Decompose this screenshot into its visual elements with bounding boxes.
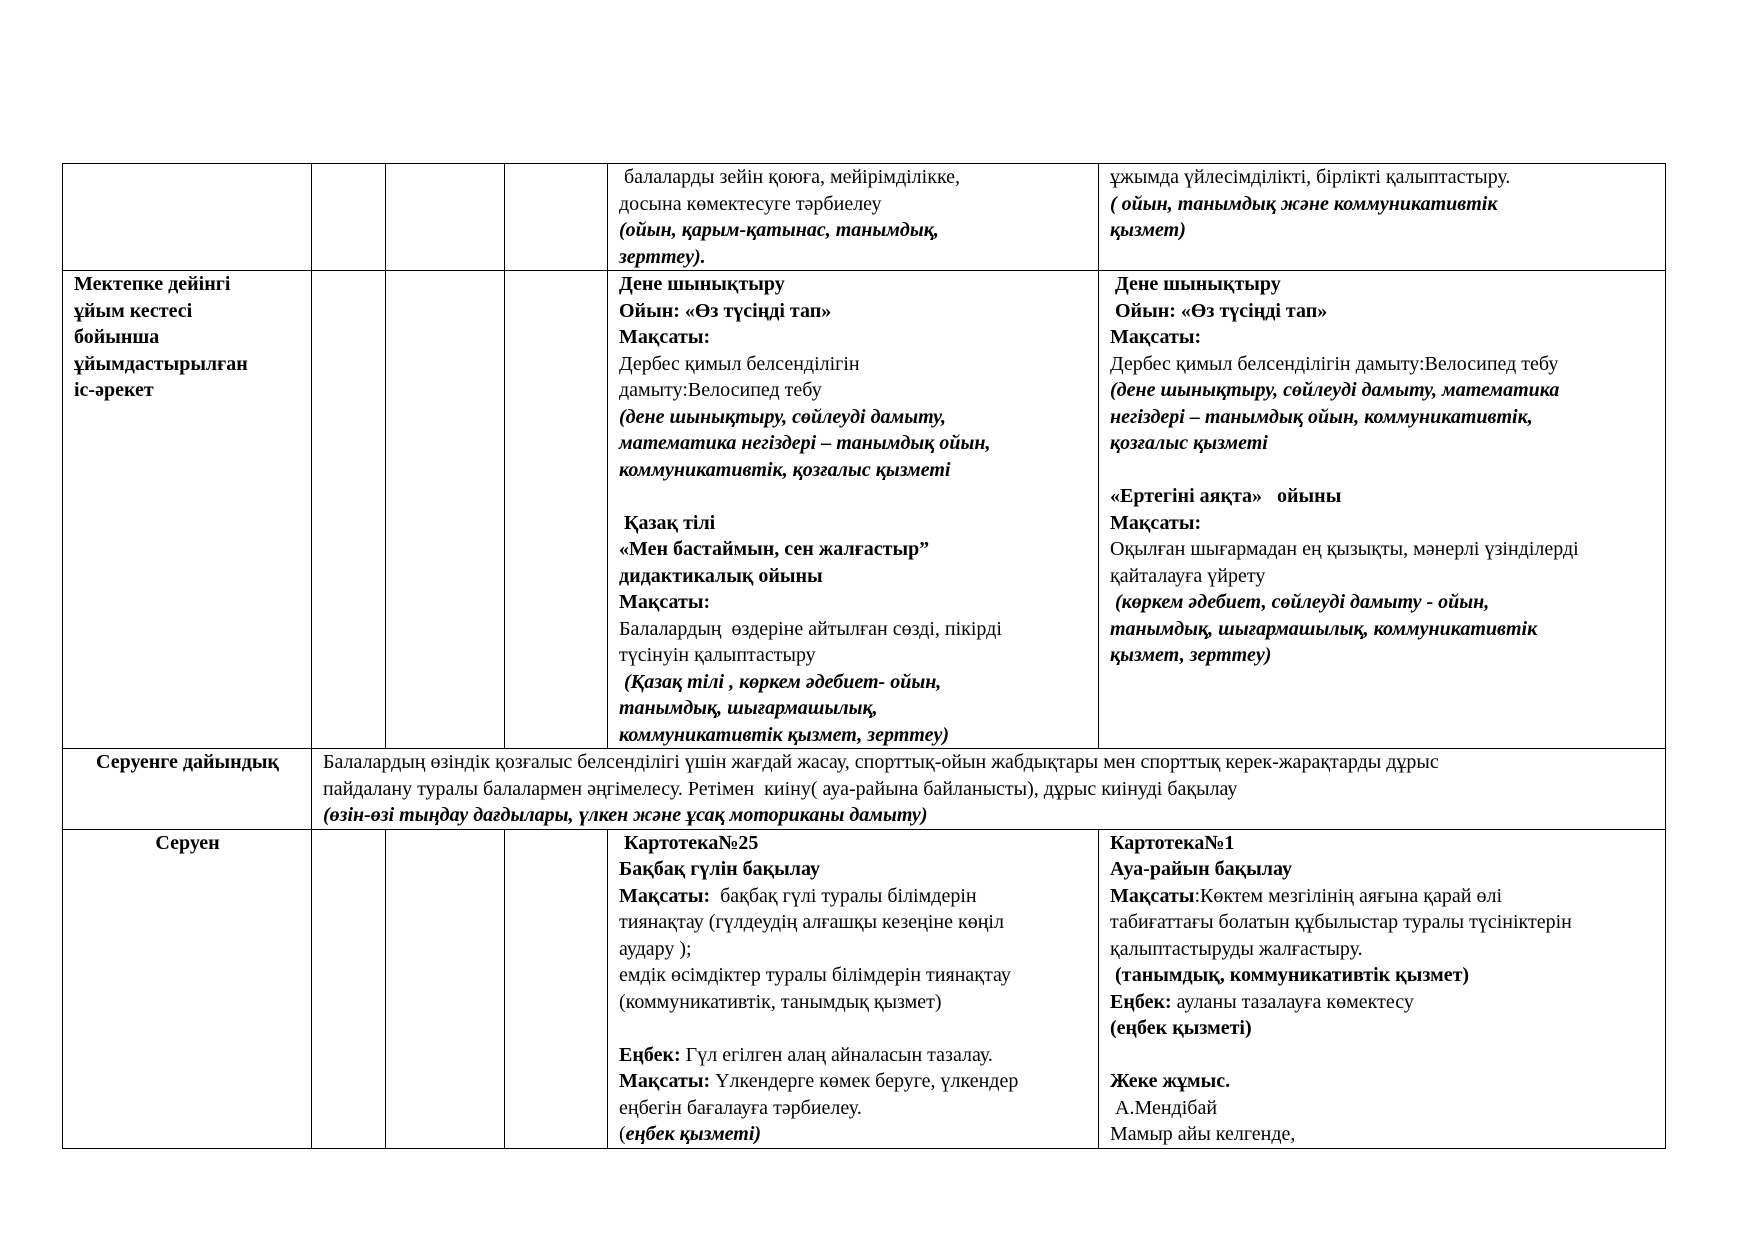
row-3-merged-cell <box>312 749 1666 830</box>
row-2-label-cell <box>63 271 312 749</box>
text-line: Мамыр айы келгенде, <box>1110 1123 1296 1145</box>
table-row-4 <box>63 829 1666 1148</box>
text-line: Дербес қимыл белсенділігін <box>619 352 860 375</box>
row-4-day-b-cell <box>1099 829 1666 1148</box>
text-line: дамыту:Велосипед тебу <box>619 379 822 401</box>
text-line: Дербес қимыл белсенділігін дамыту:Велосипед тебу <box>1110 352 1559 375</box>
activity-types-text: ( ойын, танымдық және коммуникативтік <box>1110 192 1498 215</box>
goal-text: бақбақ гүлі туралы білімдерін <box>710 884 977 907</box>
goal-heading: Мақсаты: <box>619 1070 711 1092</box>
row-1-day-a-cell <box>608 164 1099 271</box>
activity-types-text: негіздері – танымдық ойын, коммуникативтік, <box>1110 405 1533 428</box>
activity-types-text: (дене шынықтыру, сөйлеуді дамыту, математика <box>1110 379 1560 401</box>
goal-line <box>619 1068 1088 1095</box>
row-4-day-a-cell <box>608 829 1099 1148</box>
text-line: ұжымда үйлесімділікті, бірлікті қалыптастыру. <box>1110 166 1511 188</box>
row-1-label-cell <box>63 164 312 271</box>
blank-line <box>1110 457 1655 484</box>
blank-line <box>1110 1042 1655 1069</box>
game-title: «Мен бастаймын, сен жалғастыр” <box>619 538 930 560</box>
table-row-3 <box>63 749 1666 830</box>
text-line: Балалардың өздеріне айтылған сөзді, пікірді <box>619 617 1002 640</box>
goal-heading: Мақсаты: <box>619 591 711 613</box>
text-line: (коммуникативтік, танымдық қызмет) <box>619 990 942 1013</box>
activity-types-text: зерттеу). <box>619 245 706 268</box>
labor-line <box>619 1042 1088 1069</box>
text-line: емдік өсімдіктер туралы білімдерін тиянақтау <box>619 964 1011 986</box>
row-4-empty-cell-a <box>312 829 386 1148</box>
goal-heading: Мақсаты: <box>1110 326 1202 348</box>
labor-line <box>1110 989 1655 1016</box>
text-line: тиянақтау (гүлдеудің алғашқы кезеңіне көңіл <box>619 911 1004 933</box>
row-2-day-b-cell <box>1099 271 1666 749</box>
activity-title: Дене шынықтыру <box>1110 273 1281 295</box>
text-line: Балалардың өзіндік қозғалыс белсенділігі үшін жағдай жасау, спорттық-ойын жабдықтары мен спорттық керек-жарақтарды дұрыс <box>323 751 1439 773</box>
game-title: дидактикалық ойыны <box>619 564 823 587</box>
activity-types-text: қозғалыс қызметі <box>1110 432 1268 454</box>
text-line: Оқылған шығармадан ең қызықты, мәнерлі үзінділерді <box>1110 538 1579 560</box>
row-2-empty-cell-c <box>505 271 608 749</box>
goal-line <box>619 883 1088 910</box>
text-line: досына көмектесуге тәрбиелеу <box>619 192 882 215</box>
activity-types-text: еңбек қызметі) <box>625 1123 762 1145</box>
labor-heading: Еңбек: <box>619 1043 681 1066</box>
activity-types-text: коммуникативтік қызмет, зерттеу) <box>619 723 949 746</box>
section-label: ұйым кестесі <box>74 299 193 322</box>
activity-title: Қазақ тілі <box>619 511 716 534</box>
table-row-2 <box>63 271 1666 749</box>
activity-types-line <box>619 1121 1088 1148</box>
activity-types-text: (Қазақ тілі , көркем әдебиет- ойын, <box>619 670 942 693</box>
goal-heading: Мақсаты: <box>619 884 711 907</box>
observation-title: Ауа-райын бақылау <box>1110 858 1292 880</box>
section-label: іс-әрекет <box>74 379 154 401</box>
text-line: еңбегін бағалауға тәрбиелеу. <box>619 1096 862 1119</box>
row-4-empty-cell-b <box>386 829 505 1148</box>
blank-line <box>619 1015 1088 1042</box>
activity-types-text: (өзін-өзі тыңдау дағдылары, үлкен және ұсақ моториканы дамыту) <box>323 804 928 826</box>
text-line: қайталауға үйрету <box>1110 564 1266 587</box>
row-1-empty-cell-c <box>505 164 608 271</box>
text-line: табиғаттағы болатын құбылыстар туралы түсініктерін <box>1110 911 1572 933</box>
activity-types-text: математика негіздері – танымдық ойын, <box>619 432 991 454</box>
individual-work-heading: Жеке жұмыс. <box>1110 1070 1231 1092</box>
row-2-day-a-cell <box>608 271 1099 749</box>
goal-heading: Мақсаты <box>1110 884 1195 907</box>
activity-types-text: (еңбек қызметі) <box>1110 1017 1252 1039</box>
labor-text: ауланы тазалауға көмектесу <box>1171 990 1414 1013</box>
game-title: Ойын: «Өз түсіңді тап» <box>619 299 832 322</box>
labor-text: Гүл егілген алаң айналасын тазалау. <box>680 1043 993 1066</box>
activity-types-text: (танымдық, коммуникативтік қызмет) <box>1110 964 1470 986</box>
text-line: қалыптастыруды жалғастыру. <box>1110 937 1363 960</box>
text-line: пайдалану туралы балалармен әңгімелесу. Ретімен киіну( ауа-райына байланысты), дұрыс киінуді бақылау <box>323 777 1238 800</box>
row-4-label-cell <box>63 829 312 1148</box>
activity-types-text: (ойын, қарым-қатынас, танымдық, <box>619 219 939 241</box>
goal-line <box>1110 883 1655 910</box>
goal-text: Үлкендерге көмек беруге, үлкендер <box>710 1070 1019 1092</box>
goal-heading: Мақсаты: <box>1110 511 1202 534</box>
paren-open: ( <box>619 1123 626 1145</box>
text-line: түсінуін қалыптастыру <box>619 644 816 666</box>
row-4-empty-cell-c <box>505 829 608 1148</box>
activity-title: Дене шынықтыру <box>619 273 785 295</box>
activity-types-text: қызмет) <box>1110 219 1186 241</box>
row-3-label-cell <box>63 749 312 830</box>
text-line: балаларды зейін қоюға, мейірімділікке, <box>619 166 961 188</box>
row-1-empty-cell-b <box>386 164 505 271</box>
row-1-empty-cell-a <box>312 164 386 271</box>
section-label: ұйымдастырылған <box>74 352 248 375</box>
activity-types-text: (дене шынықтыру, сөйлеуді дамыту, <box>619 405 947 428</box>
text-line: аудару ); <box>619 937 692 960</box>
card-number: Картотека№1 <box>1110 831 1235 854</box>
plan-table <box>62 163 1666 1149</box>
activity-types-text: танымдық, шығармашылық, коммуникативтік <box>1110 617 1538 640</box>
section-label: бойынша <box>74 326 160 348</box>
row-1-day-b-cell <box>1099 164 1666 271</box>
table-row-1 <box>63 164 1666 271</box>
game-title: Ойын: «Өз түсіңді тап» <box>1110 299 1328 322</box>
text-line: А.Мендібай <box>1110 1096 1218 1119</box>
blank-line <box>619 483 1088 510</box>
goal-text: :Көктем мезгілінің аяғына қарай өлі <box>1194 884 1503 907</box>
activity-types-text: қызмет, зерттеу) <box>1110 644 1272 666</box>
row-2-empty-cell-a <box>312 271 386 749</box>
section-label: Серуен <box>155 831 220 854</box>
observation-title: Бақбақ гүлін бақылау <box>619 858 820 880</box>
labor-heading: Еңбек: <box>1110 990 1172 1013</box>
section-label: Серуенге дайындық <box>96 751 279 773</box>
game-title: «Ертегіні аяқта» ойыны <box>1110 485 1342 507</box>
activity-types-text: (көркем әдебиет, сөйлеуді дамыту - ойын, <box>1110 591 1490 613</box>
goal-heading: Мақсаты: <box>619 326 711 348</box>
row-2-empty-cell-b <box>386 271 505 749</box>
section-label: Мектепке дейінгі <box>74 273 231 295</box>
activity-types-text: коммуникативтік, қозғалыс қызметі <box>619 458 951 481</box>
card-number: Картотека№25 <box>619 831 759 854</box>
activity-types-text: танымдық, шығармашылық, <box>619 697 878 719</box>
